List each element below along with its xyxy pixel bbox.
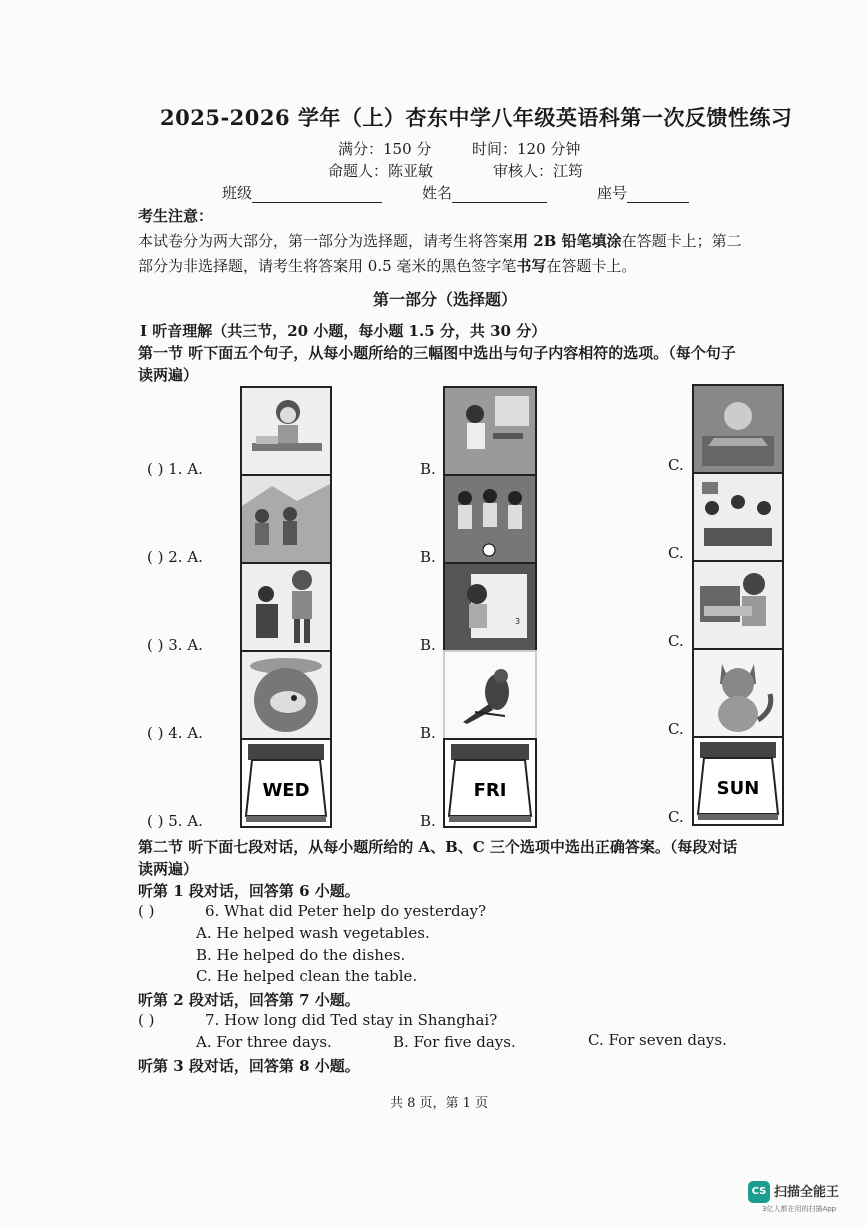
q4-picture-c (692, 648, 784, 738)
setter: 命题人：陈亚敏 (328, 162, 434, 180)
q1-option-c: C. (668, 456, 684, 474)
q5-picture-b (443, 738, 537, 828)
notice-line-2 (138, 253, 636, 279)
q1-picture-a (240, 386, 332, 476)
q2-picture-b (443, 474, 537, 564)
seat-label: 座号 (597, 184, 628, 202)
q4-option-c: C. (668, 720, 684, 738)
notice-text: 在答题卡上；第二 (621, 232, 742, 250)
class-blank (252, 188, 382, 203)
name-field (422, 182, 547, 203)
name-blank (452, 188, 547, 203)
scanner-name: 扫描全能王 (774, 1185, 840, 1200)
exam-title: 2025-2026 学年（上）杏东中学八年级英语科第一次反馈性练习 (160, 105, 793, 130)
notice-text: 本试卷分为两大部分，第一部分为选择题，请考生将答案 (138, 232, 514, 250)
q5-picture-a (240, 738, 332, 828)
svg-text:3: 3 (515, 617, 521, 626)
reviewer: 审核人：江筠 (493, 162, 584, 180)
dialog2-title: 听第 2 段对话，回答第 7 小题。 (138, 991, 360, 1009)
q3-label: ( ) 3. A. (147, 636, 203, 654)
dialog3-title: 听第 3 段对话，回答第 8 小题。 (138, 1057, 360, 1075)
calendar-day-fri: FRI (473, 780, 507, 801)
class-field (222, 182, 382, 203)
q6-option-b: B. He helped do the dishes. (196, 946, 406, 964)
q2-option-b: B. (420, 548, 436, 566)
q4-option-b: B. (420, 724, 436, 742)
part1-heading: 第一部分（选择题） (373, 290, 518, 309)
q6-option-a: A. He helped wash vegetables. (196, 924, 430, 942)
notice-emphasis: 用 2B 铅笔填涂 (513, 232, 622, 250)
q3-picture-c (692, 560, 784, 650)
q7-answer-paren: ( ) (138, 1011, 155, 1029)
q4-picture-b (443, 650, 537, 740)
full-score: 满分：150 分 (338, 140, 432, 158)
scanner-watermark (748, 1177, 853, 1213)
q2-picture-c (692, 472, 784, 562)
page-number: 共 8 页，第 1 页 (390, 1096, 489, 1111)
name-label: 姓名 (422, 184, 453, 202)
q7-option-c: C. For seven days. (588, 1031, 727, 1049)
q5-option-b: B. (420, 812, 436, 830)
q1-picture-b (443, 386, 537, 476)
section2-instruction: 第二节 听下面七段对话，从每小题所给的 A、B、C 三个选项中选出正确答案。（每段对话 (138, 838, 738, 856)
q1-picture-c (692, 384, 784, 474)
dialog1-title: 听第 1 段对话，回答第 6 小题。 (138, 882, 360, 900)
notice-line-1 (138, 228, 742, 254)
q2-picture-a (240, 474, 332, 564)
q3-option-c: C. (668, 632, 684, 650)
q6-option-c: C. He helped clean the table. (196, 967, 418, 985)
q1-option-b: B. (420, 460, 436, 478)
q5-option-c: C. (668, 808, 684, 826)
q2-option-c: C. (668, 544, 684, 562)
notice-emphasis: 书写 (516, 257, 547, 275)
q4-picture-a (240, 650, 332, 740)
listening-title: I 听音理解（共三节，20 小题，每小题 1.5 分，共 30 分） (140, 322, 547, 340)
section2-instruction-cont: 读两遍） (138, 860, 199, 878)
time-limit: 时间：120 分钟 (472, 140, 581, 158)
q7-option-a: A. For three days. (196, 1033, 332, 1051)
q3-picture-a (240, 562, 332, 652)
camscanner-logo-icon: CS (748, 1181, 770, 1203)
seat-field (597, 182, 689, 203)
section1-instruction-cont: 读两遍） (138, 366, 199, 384)
q3-picture-b (443, 562, 537, 652)
section1-instruction: 第一节 听下面五个句子，从每小题所给的三幅图中选出与句子内容相符的选项。（每个句子 (138, 344, 736, 362)
class-label: 班级 (222, 184, 253, 202)
q1-label: ( ) 1. A. (147, 460, 203, 478)
calendar-day-sun: SUN (716, 778, 760, 799)
q4-label: ( ) 4. A. (147, 724, 203, 742)
q6-answer-paren: ( ) (138, 902, 155, 920)
seat-blank (627, 188, 689, 203)
notice-text: 在答题卡上。 (546, 257, 637, 275)
scanner-tagline: 3亿人都在用的扫描App (762, 1205, 837, 1213)
q3-option-b: B. (420, 636, 436, 654)
q7-question: 7. How long did Ted stay in Shanghai? (205, 1011, 498, 1029)
q2-label: ( ) 2. A. (147, 548, 203, 566)
q7-option-b: B. For five days. (393, 1033, 516, 1051)
q5-picture-c (692, 736, 784, 826)
q6-question: 6. What did Peter help do yesterday? (205, 902, 487, 920)
q5-label: ( ) 5. A. (147, 812, 203, 830)
calendar-day-wed: WED (262, 780, 310, 801)
notice-text: 部分为非选择题，请考生将答案用 0.5 毫米的黑色签字笔 (138, 257, 517, 275)
notice-heading: 考生注意： (138, 207, 214, 225)
